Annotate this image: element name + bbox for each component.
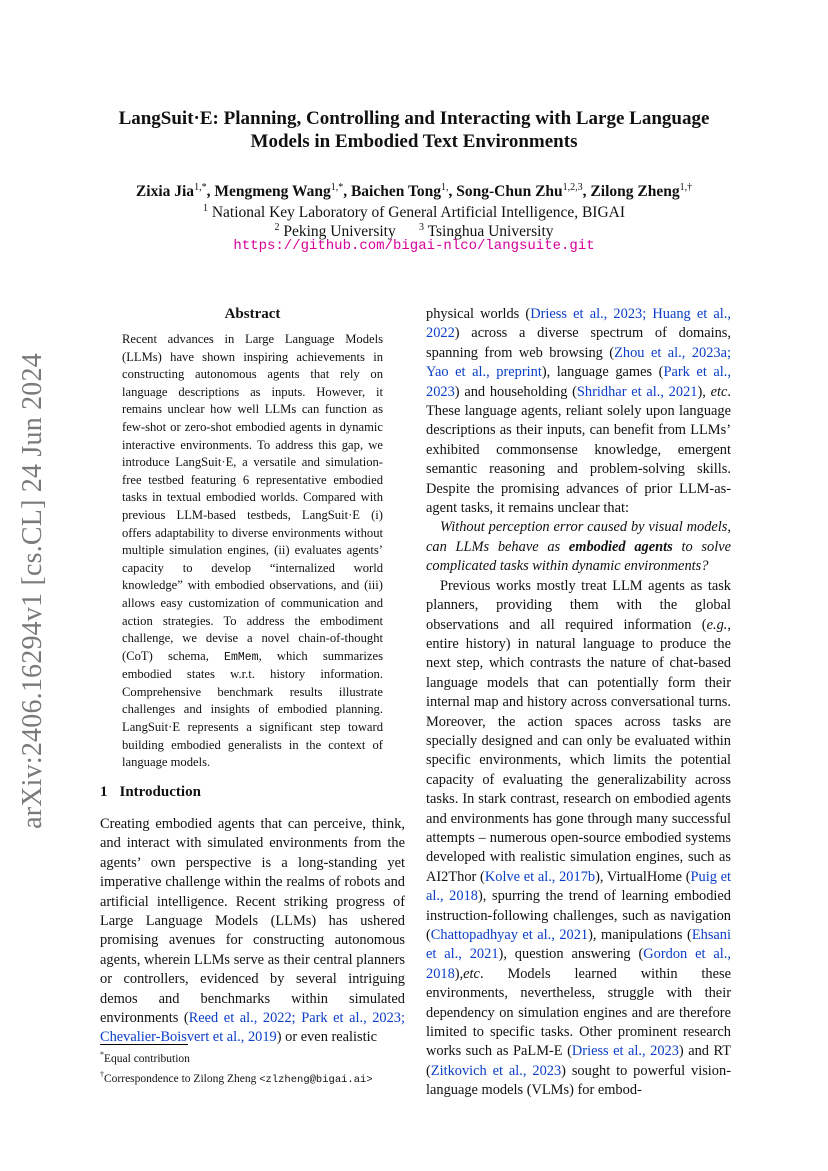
abstract-heading: Abstract bbox=[224, 306, 281, 322]
paper-title: LangSuit·E: Planning, Controlling and Interacting with Large Language Models in Embodied Text Environments bbox=[118, 108, 710, 152]
text-run: . These language agents, reliant solely upon language descriptions as their inputs, can benefit from LLMs’ exhibited commonsense knowledge, emergent semantic reasoning and problem-solving skills. Despite the promising advances of prior LLM-as-agent tasks, it remains unclear that: bbox=[426, 383, 731, 517]
text-run: ), bbox=[697, 383, 711, 400]
text-run: Previous works mostly treat LLM agents as task planners, providing them with the global observations and all required information ( bbox=[426, 577, 731, 633]
footnote bbox=[100, 1047, 410, 1067]
citation-link[interactable]: Ehsani et al., 2021 bbox=[426, 927, 731, 963]
author-name: Zixia Jia bbox=[135, 183, 195, 201]
abstract-text bbox=[122, 331, 383, 772]
footnote-mark: * bbox=[100, 1050, 104, 1059]
footnote-divider bbox=[100, 1044, 188, 1045]
text-run: Creating embodied agents that can perceive, think, and interact with simulated environments from the agents’ own perspective is a long-standing yet imperative challenge within the realms of robots and artificial intelligence. Recent striking progress of Large Language Models (LLMs) has ushered promising avenues for constructing autonomous agents, wherein LLMs serve as their central planners or controllers, evidenced by several intriguing demos and benchmarks within simulated environments ( bbox=[100, 816, 405, 1027]
footnotes bbox=[100, 1047, 410, 1088]
right-column bbox=[426, 305, 731, 1101]
text-run: to solve complicated tasks within dynamic environments? bbox=[426, 538, 731, 575]
footnote-text: Equal contribution bbox=[104, 1052, 190, 1065]
text-run: ), manipulations ( bbox=[588, 927, 692, 943]
affiliation-mark: 2 bbox=[274, 222, 280, 233]
text-run: ) sought to powerful vision-language models (VLMs) for embod- bbox=[426, 1062, 731, 1099]
citation-link[interactable]: Reed et al., 2022; Park et al., 2023; Chevalier-Boisvert et al., 2019 bbox=[100, 1010, 405, 1046]
citation-link[interactable]: Puig et al., 2018 bbox=[426, 868, 731, 905]
citation-link[interactable]: Zhou et al., 2023a; Yao et al., preprint bbox=[426, 344, 731, 381]
text-run: ) and householding ( bbox=[454, 383, 577, 400]
author-name: Zilong Zheng bbox=[590, 183, 680, 201]
section-number: 1 bbox=[100, 784, 108, 800]
author-mark: 1,† bbox=[679, 182, 693, 193]
text-run: ), question answering ( bbox=[498, 946, 644, 963]
citation-link[interactable]: Driess et al., 2023; Huang et al., 2022 bbox=[426, 306, 731, 342]
research-question bbox=[426, 518, 731, 576]
repository-link[interactable]: https://github.com/bigai-nlco/langsuite.git bbox=[233, 238, 595, 254]
footnote bbox=[100, 1067, 410, 1088]
affiliation-mark: 1 bbox=[202, 203, 208, 214]
text-run: ) and RT ( bbox=[426, 1043, 731, 1079]
affiliation-text: Tsinghua University bbox=[427, 223, 554, 241]
author-name: Baichen Tong bbox=[350, 183, 441, 201]
author-list: Zixia Jia$^{1,*}$, Mengmeng Wang$^{1,*}$, Baichen Tong$^{1,}$, Song-Chun Zhu$^{1,2,3}$, Zilong Zheng$^{1,\dagger}$ bbox=[135, 182, 693, 201]
author-mark: 1,2,3 bbox=[562, 182, 583, 193]
text-run: physical worlds ( bbox=[426, 306, 531, 322]
author-mark: 1,* bbox=[194, 182, 207, 193]
author-mark: 1, bbox=[441, 182, 449, 193]
citation-link[interactable]: Kolve et al., 2017b bbox=[484, 868, 596, 885]
intro-paragraph bbox=[100, 815, 405, 1048]
affiliation-mark: 3 bbox=[418, 222, 424, 233]
author-name: Song-Chun Zhu bbox=[456, 183, 563, 201]
text-run: e.g. bbox=[706, 616, 728, 633]
text-run: ), language games ( bbox=[541, 364, 664, 381]
text-run: ) across a diverse spectrum of domains, spanning from web browsing ( bbox=[426, 325, 731, 361]
text-run: ) or even realistic bbox=[276, 1029, 378, 1046]
abstract-part: Recent advances in Large Language Models (LLMs) have shown inspiring achievements in constructing autonomous agents that rely on language descriptions as inputs. However, it remains unclear how well LLMs can function as few-shot or zero-shot embodied agents in dynamic interactive environments. To address this gap, we introduce LangSuit·E, a versatile and simulation-free testbed featuring 6 representative embodied tasks in textual embodied worlds. Compared with previous LLM-based testbeds, LangSuit·E (i) offers adaptability to diverse environments without multiple simulation engines, (ii) evaluates agents’ capacity to develop “internalized world knowledge” with embodied observations, and (iii) allows easy customization of communication and action strategies. To address the embodiment challenge, we devise a novel chain-of-thought (CoT) schema, bbox=[122, 332, 383, 663]
text-run: ), spurring the trend of learning embodied instruction-following challenges, such as navigation ( bbox=[426, 888, 731, 943]
citation-link[interactable]: Gordon et al., 2018 bbox=[426, 946, 731, 982]
text-run: . Models learned within these environments, nevertheless, struggle with their dependency on simulation engines and are therefore limited to specific tasks. Other prominent research works such as PaLM-E ( bbox=[426, 965, 731, 1060]
paragraph bbox=[426, 577, 731, 1101]
citation-link[interactable]: Zitkovich et al., 2023 bbox=[430, 1062, 562, 1079]
affiliation-text: Peking University bbox=[283, 223, 396, 241]
arxiv-identifier: arXiv:2406.16294v1 [cs.CL] 24 Jun 2024 bbox=[17, 353, 48, 829]
email-link[interactable]: <zlzheng@bigai.ai> bbox=[259, 1073, 373, 1086]
section-title: Introduction bbox=[119, 784, 201, 800]
text-run: ), VirtualHome ( bbox=[595, 868, 691, 885]
text-run: etc bbox=[463, 965, 480, 982]
abstract-part: , which summarizes embodied states w.r.t. history information. Comprehensive benchmark results illustrate challenges and insights of embodied planning. LangSuit·E represents a significant step toward building embodied generalists in the context of language models. bbox=[122, 648, 383, 770]
author-name: Mengmeng Wang bbox=[214, 183, 331, 201]
text-run: Without perception error caused by visual models, can LLMs behave as bbox=[426, 519, 731, 555]
citation-link[interactable]: Shridhar et al., 2021 bbox=[576, 383, 698, 400]
paragraph bbox=[426, 305, 731, 518]
text-run: embodied agents bbox=[568, 538, 673, 555]
citation-link[interactable]: Park et al., 2023 bbox=[426, 364, 731, 400]
text-run: etc bbox=[710, 383, 728, 400]
method-name: EmMem bbox=[224, 650, 259, 664]
footnote-text: Correspondence to Zilong Zheng bbox=[104, 1072, 260, 1085]
text-run: ), bbox=[454, 965, 464, 982]
citation-link[interactable]: Chattopadhyay et al., 2021 bbox=[430, 927, 589, 943]
section-heading bbox=[100, 784, 201, 801]
text-run: , entire history) in natural language to produce the next step, which contrasts the nature of chat-based language models that can potentially form their internal map and history across conversational turns. Moreover, the action spaces across tasks are specially designed and can only be evaluated within specific environments, which limits the potential capacity of evaluating the generalizability across tasks. In stark contrast, research on embodied agents and environments has gone through many successful attempts – numerous open-source embodied systems developed with realistic simulation engines, such as AI2Thor ( bbox=[426, 616, 731, 885]
footnote-mark: † bbox=[100, 1069, 104, 1079]
affiliation-text: National Key Laboratory of General Artificial Intelligence, BIGAI bbox=[211, 204, 626, 222]
author-mark: 1,* bbox=[330, 182, 344, 193]
citation-link[interactable]: Driess et al., 2023 bbox=[571, 1043, 679, 1060]
